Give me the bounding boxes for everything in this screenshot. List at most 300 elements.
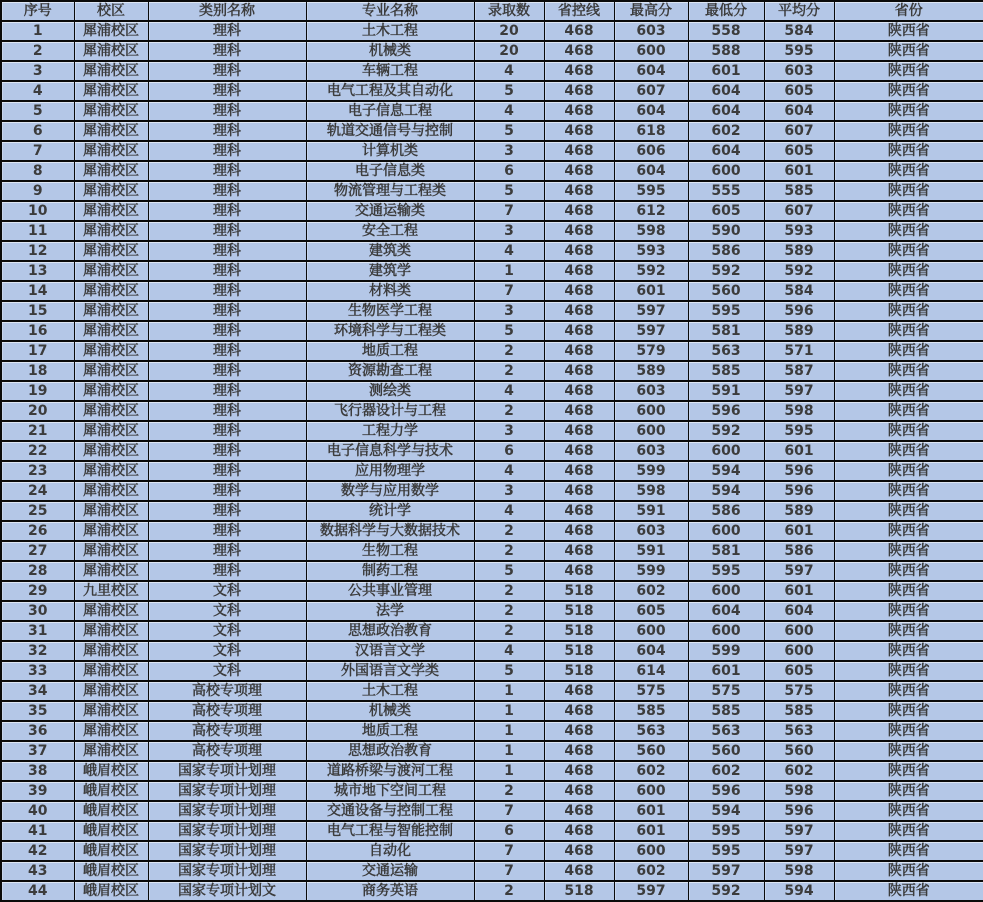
cell-admit-count: 1 xyxy=(474,261,544,281)
cell-control-line: 468 xyxy=(544,481,614,501)
cell-min-score: 555 xyxy=(688,181,764,201)
cell-major: 飞行器设计与工程 xyxy=(306,401,474,421)
cell-control-line: 468 xyxy=(544,281,614,301)
cell-campus: 犀浦校区 xyxy=(74,201,148,221)
cell-category: 理科 xyxy=(148,141,306,161)
cell-max-score: 604 xyxy=(614,61,688,81)
cell-avg-score: 597 xyxy=(764,561,834,581)
cell-max-score: 604 xyxy=(614,161,688,181)
cell-major: 应用物理学 xyxy=(306,461,474,481)
cell-admit-count: 5 xyxy=(474,121,544,141)
cell-control-line: 468 xyxy=(544,301,614,321)
cell-admit-count: 7 xyxy=(474,281,544,301)
cell-control-line: 468 xyxy=(544,61,614,81)
cell-campus: 犀浦校区 xyxy=(74,361,148,381)
cell-province: 陕西省 xyxy=(834,381,983,401)
cell-province: 陕西省 xyxy=(834,621,983,641)
column-header-1: 校区 xyxy=(74,1,148,21)
cell-category: 理科 xyxy=(148,541,306,561)
cell-control-line: 468 xyxy=(544,721,614,741)
cell-admit-count: 3 xyxy=(474,481,544,501)
table-row xyxy=(1,821,983,841)
cell-province: 陕西省 xyxy=(834,761,983,781)
table-row xyxy=(1,741,983,761)
cell-control-line: 468 xyxy=(544,381,614,401)
cell-avg-score: 605 xyxy=(764,141,834,161)
cell-major: 安全工程 xyxy=(306,221,474,241)
cell-major: 土木工程 xyxy=(306,681,474,701)
cell-min-score: 597 xyxy=(688,861,764,881)
cell-avg-score: 597 xyxy=(764,381,834,401)
cell-avg-score: 597 xyxy=(764,821,834,841)
cell-index: 27 xyxy=(1,541,74,561)
table-row xyxy=(1,501,983,521)
cell-max-score: 618 xyxy=(614,121,688,141)
cell-index: 18 xyxy=(1,361,74,381)
cell-admit-count: 7 xyxy=(474,861,544,881)
cell-index: 14 xyxy=(1,281,74,301)
cell-admit-count: 3 xyxy=(474,221,544,241)
column-header-8: 平均分 xyxy=(764,1,834,21)
cell-province: 陕西省 xyxy=(834,801,983,821)
cell-major: 车辆工程 xyxy=(306,61,474,81)
table-row xyxy=(1,521,983,541)
cell-max-score: 595 xyxy=(614,181,688,201)
cell-major: 城市地下空间工程 xyxy=(306,781,474,801)
cell-avg-score: 596 xyxy=(764,461,834,481)
cell-admit-count: 4 xyxy=(474,381,544,401)
cell-campus: 犀浦校区 xyxy=(74,281,148,301)
cell-category: 理科 xyxy=(148,461,306,481)
cell-major: 数据科学与大数据技术 xyxy=(306,521,474,541)
cell-min-score: 604 xyxy=(688,81,764,101)
cell-control-line: 468 xyxy=(544,181,614,201)
cell-avg-score: 598 xyxy=(764,861,834,881)
cell-major: 道路桥梁与渡河工程 xyxy=(306,761,474,781)
cell-min-score: 585 xyxy=(688,361,764,381)
cell-admit-count: 5 xyxy=(474,181,544,201)
cell-major: 商务英语 xyxy=(306,881,474,901)
table-row xyxy=(1,221,983,241)
cell-avg-score: 560 xyxy=(764,741,834,761)
cell-max-score: 603 xyxy=(614,381,688,401)
cell-control-line: 468 xyxy=(544,781,614,801)
cell-max-score: 605 xyxy=(614,601,688,621)
cell-category: 理科 xyxy=(148,381,306,401)
cell-major: 建筑类 xyxy=(306,241,474,261)
cell-avg-score: 596 xyxy=(764,481,834,501)
cell-index: 29 xyxy=(1,581,74,601)
cell-category: 理科 xyxy=(148,321,306,341)
column-header-7: 最低分 xyxy=(688,1,764,21)
cell-province: 陕西省 xyxy=(834,781,983,801)
cell-campus: 犀浦校区 xyxy=(74,221,148,241)
cell-campus: 犀浦校区 xyxy=(74,161,148,181)
cell-min-score: 604 xyxy=(688,101,764,121)
cell-province: 陕西省 xyxy=(834,861,983,881)
cell-province: 陕西省 xyxy=(834,561,983,581)
cell-min-score: 600 xyxy=(688,161,764,181)
cell-major: 地质工程 xyxy=(306,341,474,361)
cell-major: 法学 xyxy=(306,601,474,621)
table-row xyxy=(1,381,983,401)
cell-avg-score: 584 xyxy=(764,281,834,301)
cell-admit-count: 4 xyxy=(474,241,544,261)
cell-category: 理科 xyxy=(148,521,306,541)
cell-min-score: 594 xyxy=(688,801,764,821)
cell-admit-count: 4 xyxy=(474,501,544,521)
cell-major: 交通设备与控制工程 xyxy=(306,801,474,821)
table-row xyxy=(1,761,983,781)
cell-province: 陕西省 xyxy=(834,321,983,341)
cell-max-score: 606 xyxy=(614,141,688,161)
table-row xyxy=(1,621,983,641)
cell-admit-count: 2 xyxy=(474,601,544,621)
cell-campus: 犀浦校区 xyxy=(74,381,148,401)
cell-campus: 峨眉校区 xyxy=(74,821,148,841)
cell-major: 思想政治教育 xyxy=(306,621,474,641)
table-row xyxy=(1,161,983,181)
cell-max-score: 597 xyxy=(614,881,688,901)
cell-major: 工程力学 xyxy=(306,421,474,441)
cell-control-line: 468 xyxy=(544,501,614,521)
cell-campus: 犀浦校区 xyxy=(74,461,148,481)
cell-category: 文科 xyxy=(148,581,306,601)
table-row xyxy=(1,661,983,681)
cell-index: 6 xyxy=(1,121,74,141)
cell-admit-count: 1 xyxy=(474,721,544,741)
cell-province: 陕西省 xyxy=(834,101,983,121)
cell-major: 机械类 xyxy=(306,701,474,721)
cell-province: 陕西省 xyxy=(834,661,983,681)
cell-control-line: 468 xyxy=(544,201,614,221)
cell-max-score: 607 xyxy=(614,81,688,101)
cell-min-score: 560 xyxy=(688,741,764,761)
cell-province: 陕西省 xyxy=(834,501,983,521)
table-row xyxy=(1,401,983,421)
cell-avg-score: 598 xyxy=(764,401,834,421)
cell-control-line: 518 xyxy=(544,661,614,681)
cell-major: 生物医学工程 xyxy=(306,301,474,321)
cell-province: 陕西省 xyxy=(834,241,983,261)
cell-avg-score: 601 xyxy=(764,441,834,461)
cell-max-score: 563 xyxy=(614,721,688,741)
cell-province: 陕西省 xyxy=(834,641,983,661)
table-row xyxy=(1,581,983,601)
cell-province: 陕西省 xyxy=(834,601,983,621)
cell-max-score: 579 xyxy=(614,341,688,361)
cell-province: 陕西省 xyxy=(834,721,983,741)
cell-max-score: 599 xyxy=(614,461,688,481)
cell-index: 30 xyxy=(1,601,74,621)
cell-index: 26 xyxy=(1,521,74,541)
cell-avg-score: 585 xyxy=(764,701,834,721)
table-header xyxy=(1,1,983,21)
cell-major: 交通运输 xyxy=(306,861,474,881)
cell-min-score: 601 xyxy=(688,661,764,681)
cell-index: 11 xyxy=(1,221,74,241)
cell-campus: 犀浦校区 xyxy=(74,421,148,441)
cell-admit-count: 6 xyxy=(474,441,544,461)
table-row xyxy=(1,21,983,41)
cell-min-score: 596 xyxy=(688,781,764,801)
cell-min-score: 563 xyxy=(688,721,764,741)
cell-major: 地质工程 xyxy=(306,721,474,741)
cell-avg-score: 596 xyxy=(764,301,834,321)
cell-min-score: 591 xyxy=(688,381,764,401)
cell-admit-count: 1 xyxy=(474,761,544,781)
table-row xyxy=(1,881,983,901)
cell-province: 陕西省 xyxy=(834,181,983,201)
cell-category: 高校专项理 xyxy=(148,741,306,761)
cell-avg-score: 593 xyxy=(764,221,834,241)
cell-index: 34 xyxy=(1,681,74,701)
cell-major: 土木工程 xyxy=(306,21,474,41)
cell-category: 文科 xyxy=(148,641,306,661)
cell-campus: 犀浦校区 xyxy=(74,241,148,261)
cell-index: 1 xyxy=(1,21,74,41)
table-row xyxy=(1,801,983,821)
cell-category: 理科 xyxy=(148,21,306,41)
cell-max-score: 560 xyxy=(614,741,688,761)
cell-max-score: 604 xyxy=(614,641,688,661)
cell-index: 31 xyxy=(1,621,74,641)
cell-category: 理科 xyxy=(148,41,306,61)
cell-control-line: 468 xyxy=(544,701,614,721)
cell-min-score: 560 xyxy=(688,281,764,301)
cell-control-line: 468 xyxy=(544,841,614,861)
table-row xyxy=(1,681,983,701)
cell-category: 理科 xyxy=(148,81,306,101)
cell-index: 43 xyxy=(1,861,74,881)
cell-index: 19 xyxy=(1,381,74,401)
cell-avg-score: 596 xyxy=(764,801,834,821)
cell-admit-count: 2 xyxy=(474,361,544,381)
cell-max-score: 602 xyxy=(614,761,688,781)
cell-control-line: 468 xyxy=(544,41,614,61)
cell-avg-score: 605 xyxy=(764,81,834,101)
cell-admit-count: 3 xyxy=(474,421,544,441)
cell-control-line: 468 xyxy=(544,521,614,541)
cell-admit-count: 2 xyxy=(474,341,544,361)
cell-min-score: 602 xyxy=(688,761,764,781)
cell-index: 17 xyxy=(1,341,74,361)
cell-control-line: 468 xyxy=(544,261,614,281)
cell-campus: 犀浦校区 xyxy=(74,561,148,581)
cell-max-score: 592 xyxy=(614,261,688,281)
cell-min-score: 594 xyxy=(688,461,764,481)
cell-control-line: 468 xyxy=(544,341,614,361)
cell-min-score: 588 xyxy=(688,41,764,61)
cell-index: 7 xyxy=(1,141,74,161)
cell-index: 35 xyxy=(1,701,74,721)
cell-min-score: 596 xyxy=(688,401,764,421)
cell-avg-score: 575 xyxy=(764,681,834,701)
cell-control-line: 468 xyxy=(544,561,614,581)
cell-campus: 犀浦校区 xyxy=(74,441,148,461)
cell-min-score: 595 xyxy=(688,561,764,581)
table-row xyxy=(1,841,983,861)
cell-category: 理科 xyxy=(148,161,306,181)
cell-province: 陕西省 xyxy=(834,21,983,41)
cell-control-line: 468 xyxy=(544,321,614,341)
cell-avg-score: 607 xyxy=(764,201,834,221)
cell-province: 陕西省 xyxy=(834,741,983,761)
cell-min-score: 600 xyxy=(688,441,764,461)
cell-campus: 犀浦校区 xyxy=(74,341,148,361)
cell-campus: 犀浦校区 xyxy=(74,621,148,641)
cell-control-line: 468 xyxy=(544,541,614,561)
cell-index: 4 xyxy=(1,81,74,101)
cell-major: 统计学 xyxy=(306,501,474,521)
cell-max-score: 598 xyxy=(614,221,688,241)
cell-index: 28 xyxy=(1,561,74,581)
cell-control-line: 518 xyxy=(544,601,614,621)
cell-campus: 犀浦校区 xyxy=(74,321,148,341)
cell-admit-count: 7 xyxy=(474,801,544,821)
cell-campus: 犀浦校区 xyxy=(74,21,148,41)
cell-max-score: 614 xyxy=(614,661,688,681)
table-row xyxy=(1,541,983,561)
cell-admit-count: 7 xyxy=(474,201,544,221)
cell-province: 陕西省 xyxy=(834,41,983,61)
cell-avg-score: 587 xyxy=(764,361,834,381)
cell-control-line: 518 xyxy=(544,881,614,901)
cell-admit-count: 4 xyxy=(474,461,544,481)
cell-province: 陕西省 xyxy=(834,201,983,221)
table-row xyxy=(1,81,983,101)
cell-campus: 犀浦校区 xyxy=(74,301,148,321)
cell-index: 22 xyxy=(1,441,74,461)
cell-control-line: 468 xyxy=(544,101,614,121)
cell-index: 20 xyxy=(1,401,74,421)
cell-admit-count: 7 xyxy=(474,841,544,861)
cell-province: 陕西省 xyxy=(834,261,983,281)
cell-max-score: 589 xyxy=(614,361,688,381)
cell-category: 国家专项计划理 xyxy=(148,781,306,801)
cell-major: 物流管理与工程类 xyxy=(306,181,474,201)
cell-campus: 峨眉校区 xyxy=(74,781,148,801)
cell-index: 8 xyxy=(1,161,74,181)
cell-admit-count: 5 xyxy=(474,661,544,681)
cell-max-score: 599 xyxy=(614,561,688,581)
cell-min-score: 595 xyxy=(688,301,764,321)
cell-major: 环境科学与工程类 xyxy=(306,321,474,341)
table-row xyxy=(1,181,983,201)
cell-major: 电子信息类 xyxy=(306,161,474,181)
cell-province: 陕西省 xyxy=(834,141,983,161)
cell-campus: 峨眉校区 xyxy=(74,861,148,881)
cell-index: 25 xyxy=(1,501,74,521)
cell-control-line: 468 xyxy=(544,861,614,881)
cell-category: 理科 xyxy=(148,201,306,221)
table-row xyxy=(1,481,983,501)
table-row xyxy=(1,61,983,81)
cell-max-score: 604 xyxy=(614,101,688,121)
cell-campus: 犀浦校区 xyxy=(74,601,148,621)
cell-min-score: 595 xyxy=(688,841,764,861)
cell-campus: 犀浦校区 xyxy=(74,661,148,681)
cell-min-score: 600 xyxy=(688,581,764,601)
cell-province: 陕西省 xyxy=(834,161,983,181)
cell-major: 计算机类 xyxy=(306,141,474,161)
cell-category: 高校专项理 xyxy=(148,721,306,741)
cell-admit-count: 1 xyxy=(474,701,544,721)
cell-campus: 九里校区 xyxy=(74,581,148,601)
cell-avg-score: 604 xyxy=(764,601,834,621)
cell-control-line: 518 xyxy=(544,581,614,601)
column-header-6: 最高分 xyxy=(614,1,688,21)
cell-index: 16 xyxy=(1,321,74,341)
table-row xyxy=(1,601,983,621)
cell-category: 国家专项计划理 xyxy=(148,761,306,781)
cell-avg-score: 586 xyxy=(764,541,834,561)
cell-avg-score: 602 xyxy=(764,761,834,781)
cell-index: 42 xyxy=(1,841,74,861)
cell-index: 21 xyxy=(1,421,74,441)
cell-campus: 犀浦校区 xyxy=(74,741,148,761)
cell-province: 陕西省 xyxy=(834,81,983,101)
cell-major: 电子信息工程 xyxy=(306,101,474,121)
table-body xyxy=(1,21,983,901)
cell-category: 国家专项计划理 xyxy=(148,841,306,861)
cell-campus: 犀浦校区 xyxy=(74,41,148,61)
cell-max-score: 602 xyxy=(614,861,688,881)
cell-admit-count: 3 xyxy=(474,141,544,161)
cell-major: 机械类 xyxy=(306,41,474,61)
cell-min-score: 602 xyxy=(688,121,764,141)
cell-index: 36 xyxy=(1,721,74,741)
cell-major: 测绘类 xyxy=(306,381,474,401)
cell-admit-count: 1 xyxy=(474,741,544,761)
cell-category: 理科 xyxy=(148,421,306,441)
cell-min-score: 601 xyxy=(688,61,764,81)
cell-max-score: 591 xyxy=(614,541,688,561)
cell-max-score: 597 xyxy=(614,301,688,321)
cell-avg-score: 589 xyxy=(764,501,834,521)
cell-admit-count: 1 xyxy=(474,681,544,701)
cell-major: 建筑学 xyxy=(306,261,474,281)
cell-avg-score: 605 xyxy=(764,661,834,681)
table-row xyxy=(1,41,983,61)
cell-min-score: 585 xyxy=(688,701,764,721)
cell-category: 理科 xyxy=(148,361,306,381)
cell-category: 理科 xyxy=(148,121,306,141)
cell-admit-count: 6 xyxy=(474,821,544,841)
cell-category: 文科 xyxy=(148,621,306,641)
cell-avg-score: 589 xyxy=(764,321,834,341)
cell-control-line: 468 xyxy=(544,161,614,181)
cell-campus: 犀浦校区 xyxy=(74,401,148,421)
cell-campus: 犀浦校区 xyxy=(74,701,148,721)
column-header-3: 专业名称 xyxy=(306,1,474,21)
table-row xyxy=(1,341,983,361)
cell-max-score: 612 xyxy=(614,201,688,221)
cell-min-score: 592 xyxy=(688,261,764,281)
table-row xyxy=(1,861,983,881)
cell-campus: 犀浦校区 xyxy=(74,181,148,201)
cell-index: 38 xyxy=(1,761,74,781)
cell-category: 国家专项计划理 xyxy=(148,821,306,841)
cell-min-score: 563 xyxy=(688,341,764,361)
cell-avg-score: 601 xyxy=(764,161,834,181)
cell-control-line: 468 xyxy=(544,461,614,481)
cell-admit-count: 5 xyxy=(474,561,544,581)
cell-min-score: 575 xyxy=(688,681,764,701)
cell-admit-count: 2 xyxy=(474,881,544,901)
cell-category: 理科 xyxy=(148,181,306,201)
table-row xyxy=(1,281,983,301)
